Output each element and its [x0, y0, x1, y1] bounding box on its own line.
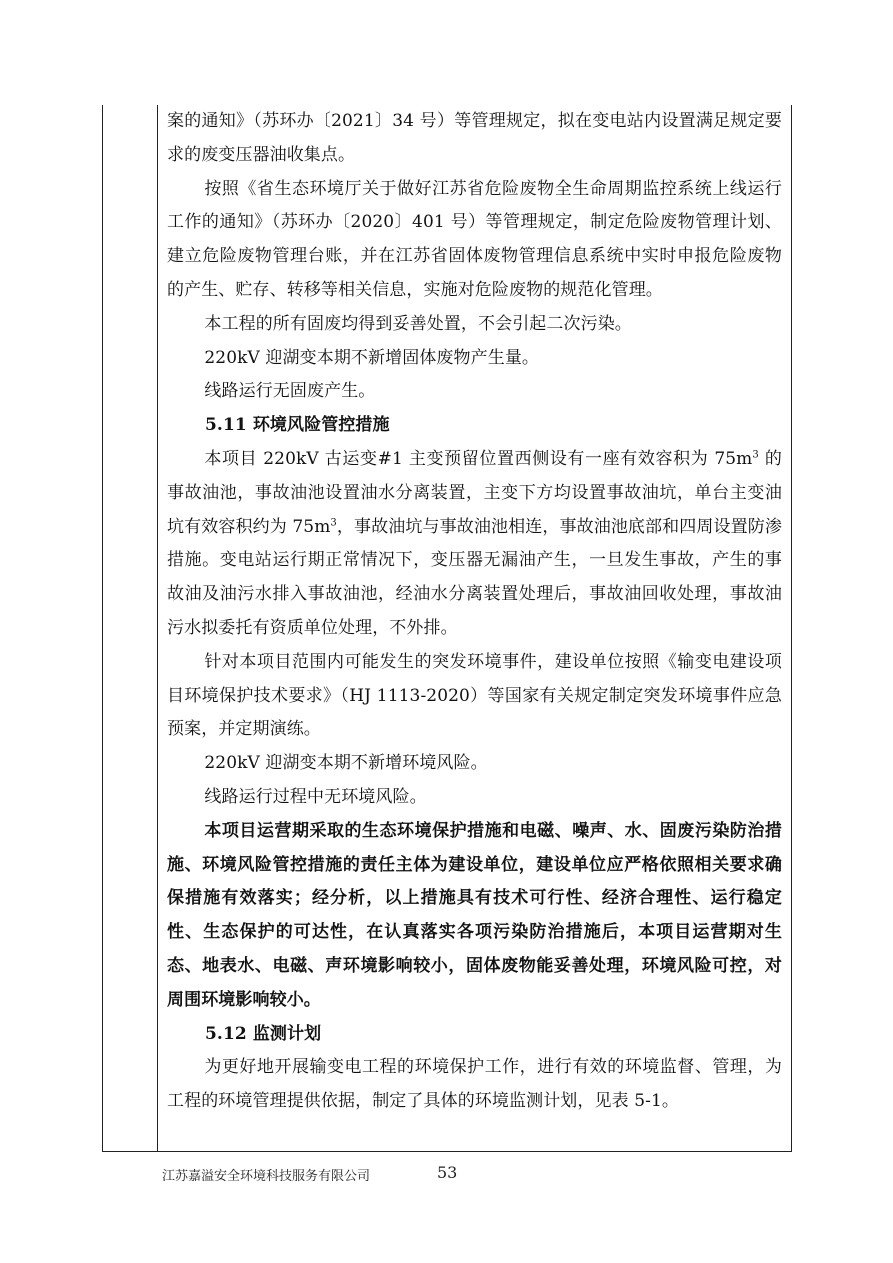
document-body	[167, 105, 782, 1119]
paragraph-text: 本项目 220kV 古运变#1 主变预留位置西侧设有一座有效容积为 75m	[204, 448, 753, 469]
paragraph: 针对本项目范围内可能发生的突发环境事件，建设单位按照《输变电建设项目环境保护技术要求》（HJ 1113-2020）等国家有关规定制定突发环境事件应急预案，并定期演练。	[167, 651, 782, 740]
page-number: 53	[437, 1163, 458, 1182]
paragraph: 220kV 迎湖变本期不新增固体废物产生量。	[204, 347, 540, 368]
footer-company-name: 江苏嘉溢安全环境科技服务有限公司	[162, 1169, 371, 1184]
superscript: 3	[330, 516, 337, 528]
superscript: 3	[752, 449, 759, 461]
paragraph-accident-oil-pool	[167, 443, 782, 646]
paragraph-text: ，事故油坑与事故油池相连，事故油池底部和四周设置防渗措施。变电站运行期正常情况下，变压器无漏油产生，一旦发生事故，产生的事故油及油污水排入事故油池，经油水分离装置处理后，事故油回收处理，事故油污水拟委托有资质单位处理，不外排。	[167, 516, 782, 638]
paragraph: 按照《省生态环境厅关于做好江苏省危险废物全生命周期监控系统上线运行工作的通知》（苏环办〔2020〕401 号）等管理规定，制定危险废物管理计划、建立危险废物管理台账，并在江苏省固体废物管理信息系统中实时申报危险废物的产生、贮存、转移等相关信息，实施对危险废物的规范化管理。	[167, 178, 782, 300]
paragraph-text: 的事故油池，事故油池设置油水分离装置，主变下方均设置事故油坑，单台主变油坑有效容积约为 75m	[167, 448, 782, 537]
section-heading-5-12: 5.12 监测计划	[205, 1023, 322, 1044]
paragraph: 线路运行无固废产生。	[204, 381, 376, 402]
paragraph: 220kV 迎湖变本期不新增环境风险。	[204, 753, 488, 774]
paragraph: 线路运行过程中无环境风险。	[204, 786, 427, 807]
paragraph: 案的通知》（苏环办〔2021〕34 号）等管理规定，拟在变电站内设置满足规定要求的废变压器油收集点。	[167, 111, 782, 165]
table-column-divider	[157, 105, 158, 1151]
paragraph: 本工程的所有固废均得到妥善处置，不会引起二次污染。	[204, 313, 632, 334]
paragraph-conclusion: 本项目运营期采取的生态环境保护措施和电磁、噪声、水、固废污染防治措施、环境风险管控措施的责任主体为建设单位，建设单位应严格依照相关要求确保措施有效落实；经分析，以上措施具有技术可行性、经济合理性、运行稳定性、生态保护的可达性，在认真落实各项污染防治措施后，本项目运营期对生态、地表水、电磁、声环境影响较小，固体废物能妥善处理，环境风险可控，对周围环境影响较小。	[167, 820, 782, 1010]
section-heading-5-11: 5.11 环境风险管控措施	[205, 415, 390, 436]
paragraph: 为更好地开展输变电工程的环境保护工作，进行有效的环境监督、管理，为工程的环境管理提供依据，制定了具体的环境监测计划，见表 5-1。	[167, 1057, 782, 1112]
